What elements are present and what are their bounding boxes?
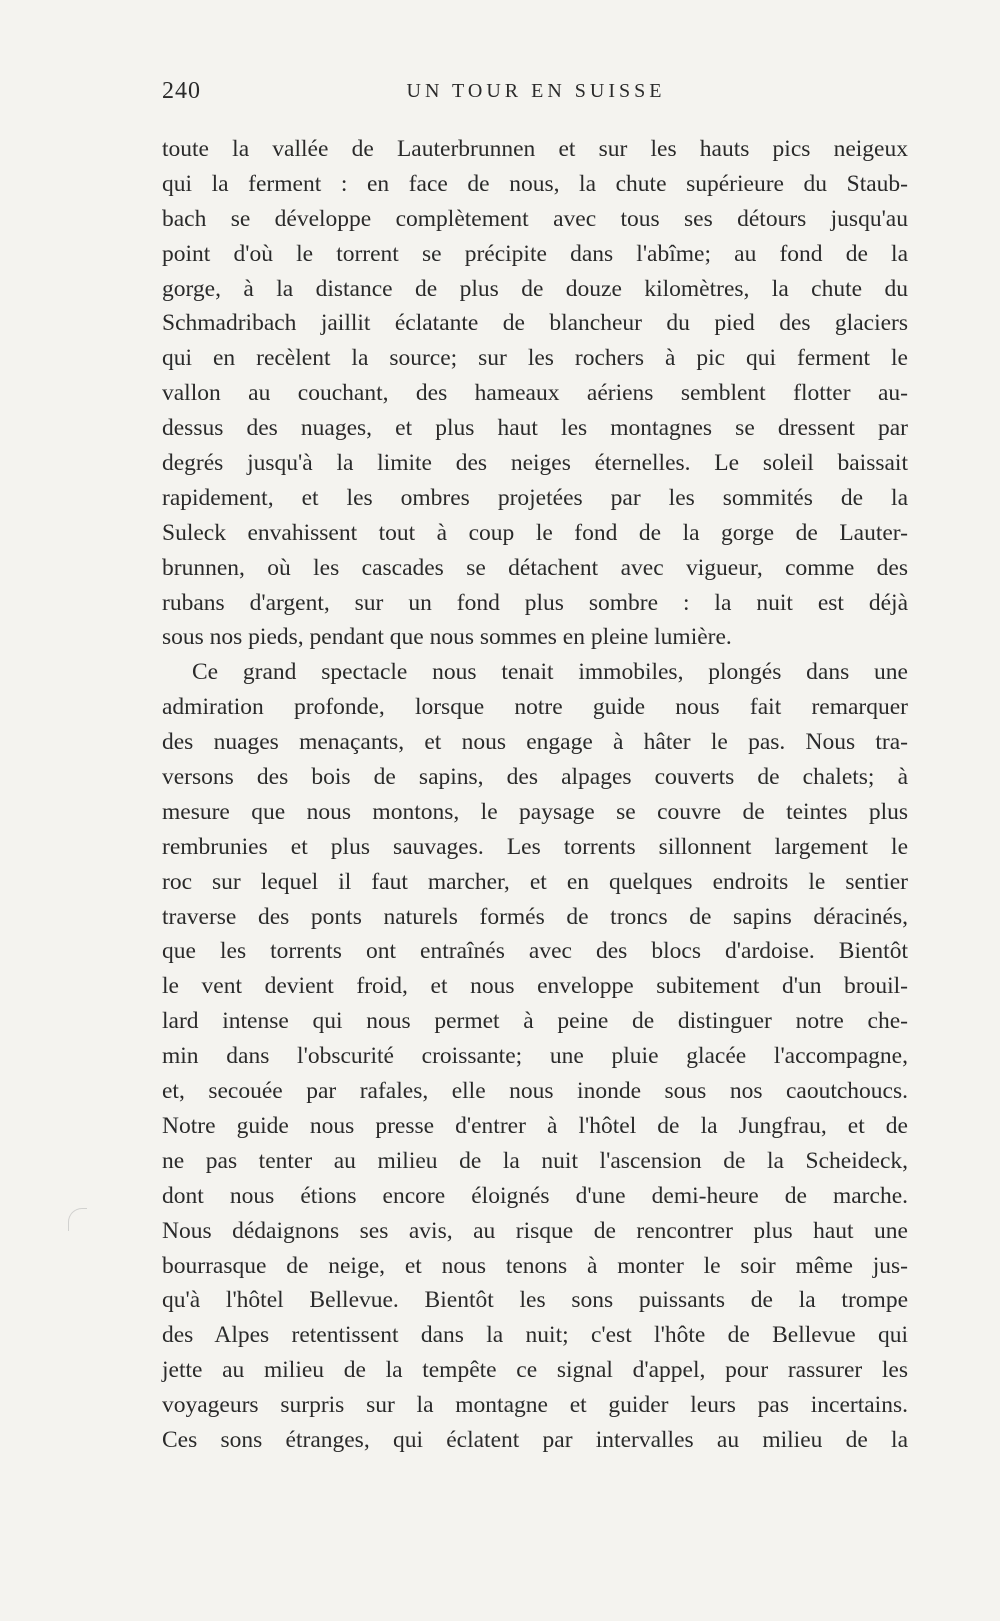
text-line: dont nous étions encore éloignés d'une demi-heure de marche. (162, 1182, 908, 1209)
text-line: le vent devient froid, et nous enveloppe subitement d'un brouil- (162, 973, 908, 1000)
text-line: rubans d'argent, sur un fond plus sombre : la nuit est déjà (162, 589, 908, 616)
text-line: gorge, à la distance de plus de douze kilomètres, la chute du (162, 275, 908, 302)
body-text (162, 132, 908, 1458)
paragraph-start-line: Ce grand spectacle nous tenait immobiles, plongés dans une (192, 659, 908, 686)
text-line: des nuages menaçants, et nous engage à hâter le pas. Nous tra- (162, 729, 908, 756)
text-line: min dans l'obscurité croissante; une pluie glacée l'accompagne, (162, 1043, 908, 1070)
text-line: rembrunies et plus sauvages. Les torrents sillonnent largement le (162, 833, 908, 860)
running-head: UN TOUR EN SUISSE (406, 80, 666, 102)
text-line: voyageurs surpris sur la montagne et guider leurs pas incertains. (162, 1392, 908, 1419)
text-line: bourrasque de neige, et nous tenons à monter le soir même jus- (162, 1252, 908, 1279)
text-line: et, secouée par rafales, elle nous inonde sous nos caoutchoucs. (162, 1078, 908, 1105)
text-line: traverse des ponts naturels formés de troncs de sapins déracinés, (162, 903, 908, 930)
text-line: Notre guide nous presse d'entrer à l'hôtel de la Jungfrau, et de (162, 1112, 908, 1139)
text-line: mesure que nous montons, le paysage se couvre de teintes plus (162, 798, 908, 825)
text-line: jette au milieu de la tempête ce signal d'appel, pour rassurer les (162, 1357, 908, 1384)
text-line: qu'à l'hôtel Bellevue. Bientôt les sons puissants de la trompe (162, 1287, 908, 1314)
page-header (162, 78, 910, 114)
text-line: des Alpes retentissent dans la nuit; c'est l'hôte de Bellevue qui (162, 1322, 908, 1349)
text-line: rapidement, et les ombres projetées par les sommités de la (162, 484, 908, 511)
text-line: qui la ferment : en face de nous, la chute supérieure du Staub- (162, 170, 908, 197)
text-line: brunnen, où les cascades se détachent avec vigueur, comme des (162, 554, 908, 581)
page-number: 240 (162, 78, 201, 104)
text-line: lard intense qui nous permet à peine de distinguer notre che- (162, 1008, 908, 1035)
text-line: degrés jusqu'à la limite des neiges éternelles. Le soleil baissait (162, 450, 908, 477)
margin-mark (68, 1208, 87, 1231)
text-line: Suleck envahissent tout à coup le fond de la gorge de Lauter- (162, 519, 908, 546)
text-line: dessus des nuages, et plus haut les montagnes se dressent par (162, 415, 908, 442)
text-line: admiration profonde, lorsque notre guide nous fait remarquer (162, 694, 908, 721)
text-line: Ces sons étranges, qui éclatent par intervalles au milieu de la (162, 1426, 908, 1453)
text-line: Nous dédaignons ses avis, au risque de rencontrer plus haut une (162, 1217, 908, 1244)
text-line: ne pas tenter au milieu de la nuit l'ascension de la Scheideck, (162, 1147, 908, 1174)
text-line: versons des bois de sapins, des alpages couverts de chalets; à (162, 764, 908, 791)
paragraph-end-line: sous nos pieds, pendant que nous sommes en pleine lumière. (162, 624, 732, 651)
text-line: que les torrents ont entraînés avec des blocs d'ardoise. Bientôt (162, 938, 908, 965)
text-line: Schmadribach jaillit éclatante de blancheur du pied des glaciers (162, 310, 908, 337)
text-line: point d'où le torrent se précipite dans l'abîme; au fond de la (162, 240, 908, 267)
text-line: toute la vallée de Lauterbrunnen et sur les hauts pics neigeux (162, 136, 908, 162)
text-line: vallon au couchant, des hameaux aériens semblent flotter au- (162, 380, 908, 407)
text-line: bach se développe complètement avec tous ses détours jusqu'au (162, 205, 908, 232)
text-line: roc sur lequel il faut marcher, et en quelques endroits le sentier (162, 868, 908, 895)
text-line: qui en recèlent la source; sur les rochers à pic qui ferment le (162, 345, 908, 372)
